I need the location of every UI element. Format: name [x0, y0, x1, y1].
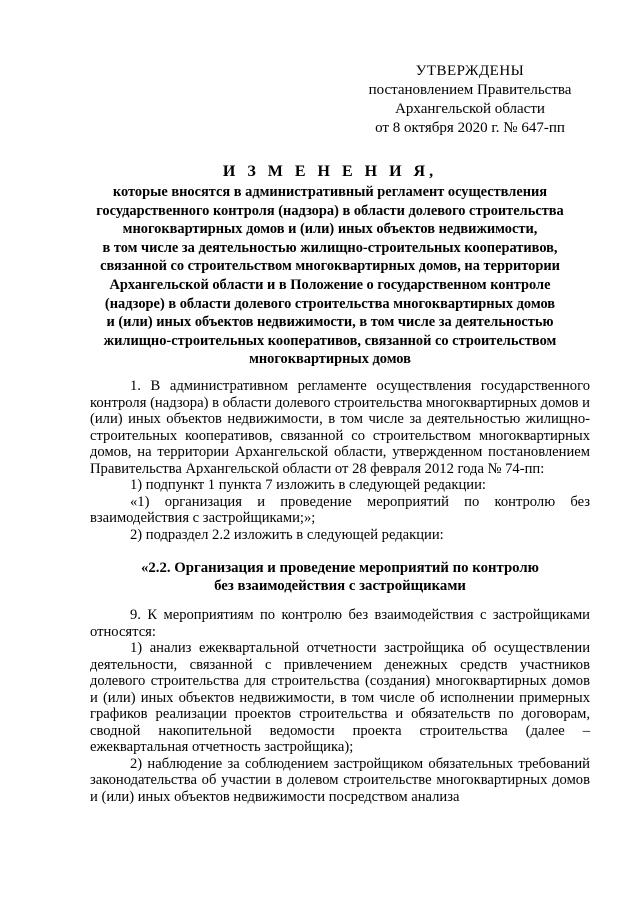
document-body	[90, 378, 590, 805]
approval-line: от 8 октября 2020 г. № 647-пп	[375, 120, 565, 136]
paragraph: 1) подпункт 1 пункта 7 изложить в следующей редакции:	[130, 477, 486, 493]
title-heading: И З М Е Н Е Н И Я,	[222, 163, 438, 180]
title-line: государственного контроля (надзора) в области долевого строительства	[96, 202, 564, 219]
approval-stamp	[360, 62, 580, 138]
approval-line: постановлением Правительства	[368, 82, 572, 98]
title-line: многоквартирных домов	[249, 351, 411, 368]
approval-heading: УТВЕРЖДЕНЫ	[415, 63, 525, 79]
title-line: многоквартирных домов и (или) иных объектов недвижимости,	[122, 221, 538, 238]
title-line: связанной со строительством многоквартирных домов, на территории	[100, 258, 560, 275]
title-line: (надзоре) в области долевого строительства многоквартирных домов	[104, 295, 556, 312]
title-line: жилищно-строительных кооперативов, связанной со строительством	[103, 332, 557, 349]
approval-line: Архангельской области	[395, 101, 545, 117]
title-line: в том числе за деятельностью жилищно-строительных кооперативов,	[102, 239, 558, 256]
title-line: и (или) иных объектов недвижимости, в том числе за деятельностью	[106, 314, 554, 331]
section-heading-line: «2.2. Организация и проведение мероприятий по контролю	[141, 560, 539, 576]
paragraph: 1. В административном регламенте осуществления государственного контроля (надзора) в области долевого строительства многоквартирных домов и (или) иных объектов недвижимости, в том числе за деятельностью жилищно-строительных кооперативов, связанной со строительством многоквартирных домов, на территории Архангельской области, утвержденном постановлением Правительства Архангельской области от 28 февраля 2012 года № 74-пп:	[90, 378, 590, 477]
title-line: Архангельской области и в Положение о государственном контроле	[109, 276, 551, 293]
title-line: которые вносятся в административный регламент осуществления	[112, 184, 548, 200]
paragraph: 1) анализ ежеквартальной отчетности застройщика об осуществлении деятельности, связанной с привлечением денежных средств участников долевого строительства для строительства (создания) многоквартирных домов и (или) иных объектов недвижимости, в том числе об исполнении примерных графиков реализации проектов строительства и обязательств по договорам, сводной накопительной ведомости проекта строительства (далее – ежеквартальная отчетность застройщика);	[90, 640, 590, 755]
document-title	[80, 161, 580, 369]
paragraph: 2) подраздел 2.2 изложить в следующей редакции:	[130, 526, 444, 543]
paragraph: 9. К мероприятиям по контролю без взаимодействия с застройщиками относятся:	[90, 607, 590, 640]
section-heading	[90, 559, 590, 595]
section-heading-line: без взаимодействия с застройщиками	[214, 578, 466, 594]
paragraph: «1) организация и проведение мероприятий по контролю без взаимодействия с застройщиками;»;	[90, 493, 590, 526]
paragraph: 2) наблюдение за соблюдением застройщиком обязательных требований законодательства об участии в долевом строительстве многоквартирных домов и (или) иных объектов недвижимости посредством анализа	[90, 755, 590, 805]
